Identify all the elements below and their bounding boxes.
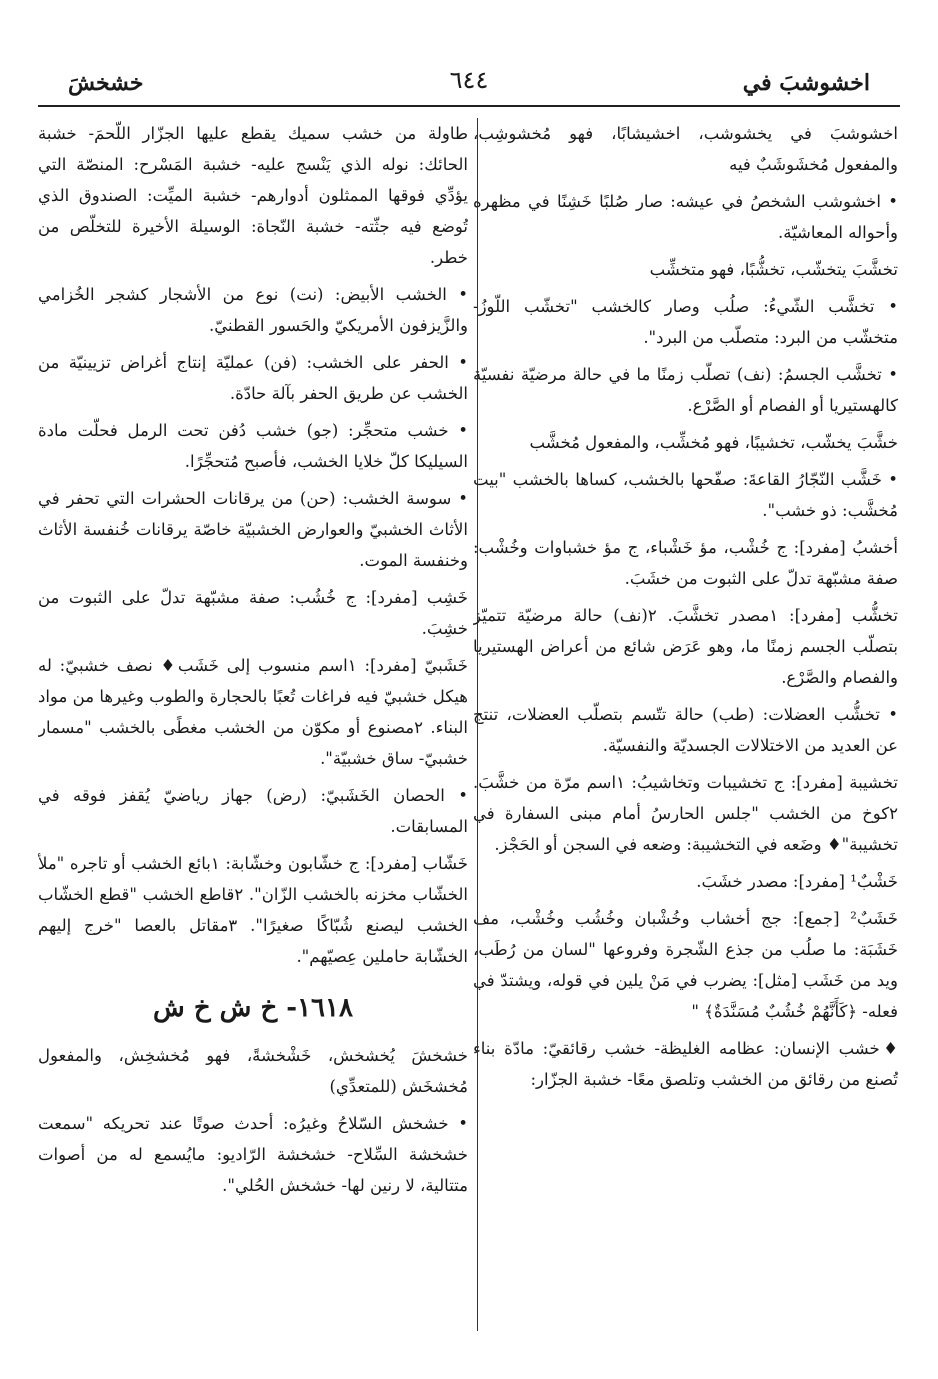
entry: تخشُّب [مفرد]: ١مصدر تخشَّبَ. ٢(نف) حالة مرضيّة تتميّز بتصلّب الجسم زمنًا ما، وهو عَرَض شائع من أعراض الهستيريا والفصام والصَّرْع. bbox=[473, 606, 898, 687]
entry: أخشبُ [مفرد]: ج خُشْب، مؤ خَشْباء، ج مؤ خشباوات وخُشْب: صفة مشبّهة تدلّ على الثبوت من خشَبَ. bbox=[473, 538, 898, 588]
root-section-title: ١٦١٨- خ ش خ ش bbox=[153, 993, 353, 1023]
right-column bbox=[473, 118, 898, 1329]
entry: • اخشوشب الشخصُ في عيشه: صار صُلبًا خَشِنًا في مظهره وأحواله المعاشيّة. bbox=[473, 192, 898, 242]
entry: ♦خشب الإنسان: عظامه الغليظة- خشب رقائقيّ: مادّة بناء تُصنع من رقائق من الخشب وتلصق معًا- خشبة الجزّار: bbox=[473, 1039, 898, 1089]
entry: • تخشَّب الجسمُ: (نف) تصلّب زمنًا ما في حالة مرضيّة نفسيّة كالهستيريا أو الفصام أو الصَّرْع. bbox=[473, 365, 898, 415]
entry: خشَّبَ يخشّب، تخشيبًا، فهو مُخشِّب، والمفعول مُخشَّب bbox=[529, 433, 898, 452]
entry: • تخشَّب الشّيءُ: صلُب وصار كالخشب "تخشّب اللّوزُ- متخشّب من البرد: متصلّب من البرد". bbox=[473, 297, 898, 347]
entry: خَشَبٌ² [جمع]: جج أخشاب وخُشْبان وخُشُب وخُشْب، مف خَشَبَة: ما صلُب من جذع الشّجرة وفروعها "لسان من رُطَب، ويد من خَشَب [مثل]: يضرب في مَنْ يلين في قوله، ويشتدّ في فعله- ﴿كَأَنَّهُمْ خُشُبٌ مُسَنَّدَةٌ﴾ " bbox=[473, 909, 898, 1021]
entry: خَشّاب [مفرد]: ج خشّابون وخشّابة: ١بائع الخشب أو تاجره "ملأ الخشّاب مخزنه بالخشب الزّان". ٢قاطع الخشب "قطع الخشّاب الخشب ليصنع شُبّاكًا صغيرًا". ٣مقاتل بالعصا "خرج إليهم الخشّابة حاملين عِصيّهم". bbox=[38, 854, 468, 966]
header-rule bbox=[38, 105, 900, 107]
entry: خشخشَ يُخشخش، خَشْخشةً، فهو مُخشخِش، والمفعول مُخشخَش (للمتعدِّي) bbox=[38, 1046, 468, 1096]
entry: • تخشُّب العضلات: (طب) حالة تتّسم بتصلّب العضلات، تنتج عن العديد من الاختلالات الجسديّة والنفسيّة. bbox=[473, 705, 898, 755]
entry: • الخشب الأبيض: (نت) نوع من الأشجار كشجر الخُزامي والزَّيزفون الأمريكيّ والحَسور القطنيّ. bbox=[38, 285, 468, 335]
entry: • خشخش السّلاحُ وغيرُه: أحدث صوتًا عند تحريكه "سمعت خشخشة السِّلاح- خشخشة الرّاديو: مايُسمع له من أصوات متتالية، لا رنين لها- خشخش الحُلي". bbox=[38, 1114, 468, 1195]
page-number: ٦٤٤ bbox=[449, 66, 489, 94]
entry: طاولة من خشب سميك يقطع عليها الجزّار اللّحمَ- خشبة الحائك: نوله الذي يَنْسج عليه- خشبة المَسْرح: المنصّة التي يؤدِّي فوقها الممثلون أدوارهم- خشبة الميِّت: الصندوق الذي تُوضع فيه جثّته- خشبة النّجاة: الوسيلة الأخيرة للتخلّص من خطر. bbox=[38, 124, 468, 267]
entry: • سوسة الخشب: (حن) من يرقانات الحشرات التي تحفر في الأثاث الخشبيّ والعوارض الخشبيّة خاصّة يرقانات خُنفسة الأثاث وخنفسة الموت. bbox=[38, 489, 468, 570]
entry: خَشَبيّ [مفرد]: ١اسم منسوب إلى خَشَب♦ نصف خشبيّ: له هيكل خشبيّ فيه فراغات تُعبًا بالحجارة والطوب وغيرها من مواد البناء. ٢مصنوع أو مكوّن من الخشب مغطًى بالخشب "مسمار خشبيّ- ساق خشبيّة". bbox=[38, 656, 468, 768]
entry: تخشيبة [مفرد]: ج تخشيبات وتخاشيبُ: ١اسم مرّة من خشَّبَ. ٢كوخ من الخشب "جلس الحارسُ أمام مبنى السفارة في تخشيبة"♦ وضَعه في التخشيبة: وضعه في السجن أو الحَجْز. bbox=[473, 773, 898, 854]
entry: خَشِب [مفرد]: ج خُشُب: صفة مشبّهة تدلّ على الثبوت من خشِبَ. bbox=[38, 588, 468, 638]
entry: اخشوشبَ في يخشوشب، اخشيشابًا، فهو مُخشوشِب، والمفعول مُخشَوشَبٌ فيه bbox=[473, 124, 898, 174]
entry: • خشب متحجِّر: (جو) خشب دُفن تحت الرمل فحلّت مادة السيليكا كلّ خلايا الخشب، فأصبح مُتحجِّرًا. bbox=[38, 421, 468, 471]
column-divider bbox=[477, 118, 478, 1331]
entry: • الحفر على الخشب: (فن) عمليّة إنتاج أغراض تزيينيّة من الخشب عن طريق الحفر بآلة حادّة. bbox=[38, 353, 468, 403]
entry: • خَشَّب النّجّارُ القاعةَ: صفّحها بالخشب، كساها بالخشب "بيت مُخشَّب: ذو خشب". bbox=[473, 470, 898, 520]
left-column bbox=[38, 118, 468, 1329]
guide-word-right: اخشوشبَ في bbox=[742, 70, 870, 96]
guide-word-left: خشخشَ bbox=[68, 70, 144, 96]
page-header bbox=[40, 62, 898, 102]
entry: تخشَّبَ يتخشّب، تخشُّبًا، فهو متخشِّب bbox=[649, 260, 898, 279]
entry: • الحصان الخَشَبيّ: (رض) جهاز رياضيّ يُقفز فوقه في المسابقات. bbox=[38, 786, 468, 836]
entry: خَشْبٌ¹ [مفرد]: مصدر خشَبَ. bbox=[696, 872, 898, 891]
